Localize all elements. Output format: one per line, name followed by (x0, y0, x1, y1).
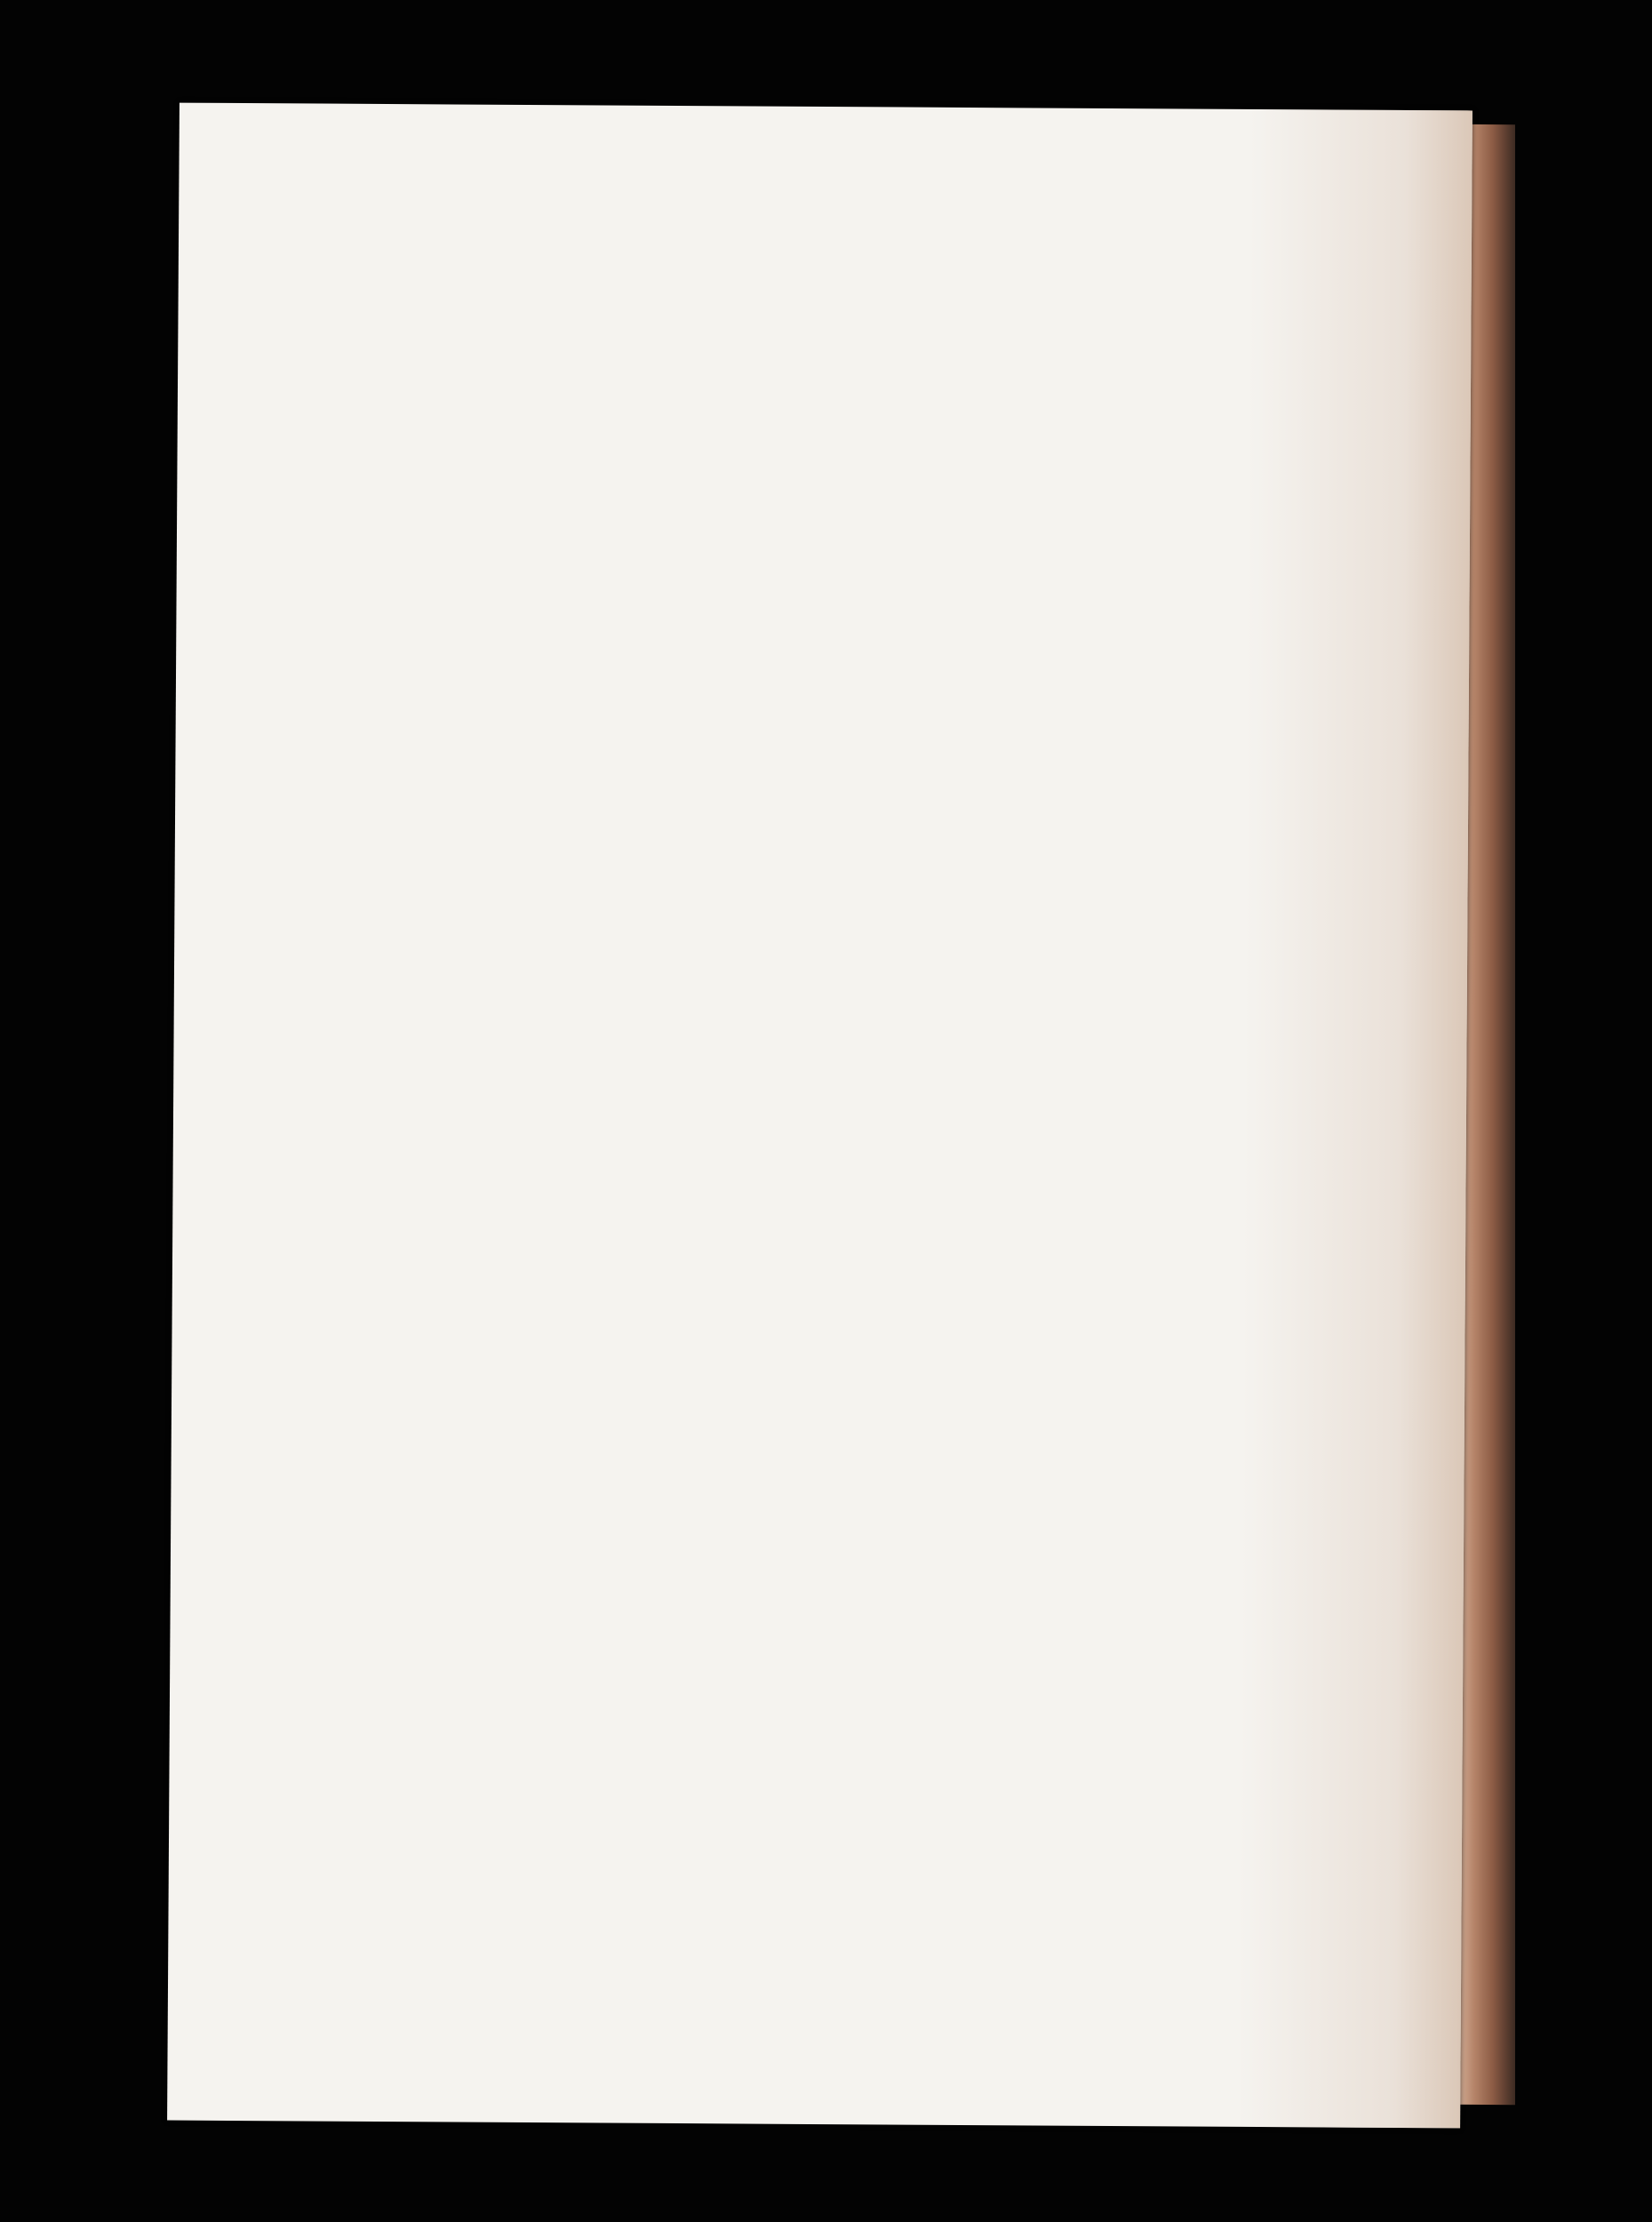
subsection-heading (338, 394, 1431, 401)
section-heading (338, 394, 1431, 401)
running-header (339, 239, 1432, 282)
intro-paragraphs (338, 337, 1431, 344)
section-paragraph (338, 394, 1431, 401)
book-page (167, 103, 1472, 2129)
subsection-paragraph (338, 394, 1431, 401)
body-text (338, 337, 1431, 401)
footnotes (331, 1608, 1424, 1615)
running-title (339, 239, 1432, 246)
